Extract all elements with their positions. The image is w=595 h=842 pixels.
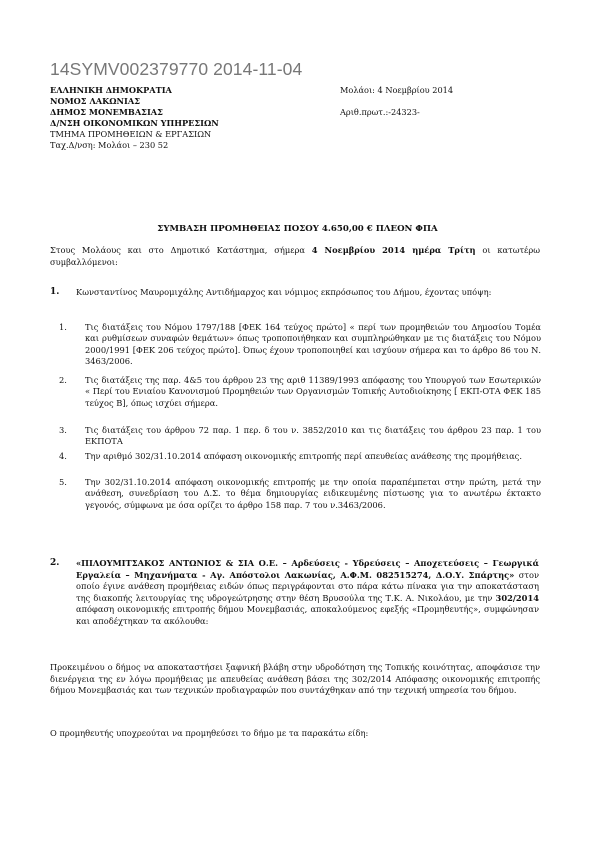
party2-number: 2. — [50, 558, 60, 568]
intro-text: Στους Μολάους και στο Δημοτικό Κατάστημα, σήμερα — [50, 245, 312, 255]
list-item-number: 3. — [59, 425, 67, 435]
supplier-name: «ΠΙΛΟΥΜΙΤΣΑΚΟΣ ΑΝΤΩΝΙΟΣ & ΣΙΑ Ο.Ε. – Αρδεύσεις - Υδρεύσεις – Αποχετεύσεις – Γεωργικά Εργαλεία – Μηχανήματα - Αγ. Απόστολοι Λακωνίας, Α.Φ.Μ. 082515274, Δ.Ο.Υ. Σπάρτης» — [76, 558, 539, 580]
issuer-line: ΝΟΜΟΣ ΛΑΚΩΝΙΑΣ — [50, 96, 141, 107]
party2-text: στον οποίο έγινε ανάθεση προμήθειας ειδών όπως περιγράφονται στο πάρα κάτω πίνακα για την αποκατάσταση της διακοπής λειτουργίας της υδρογεώτρησης στην θέση Βρυσούλα της Τ.Κ. Α. Νικολάου, με την — [76, 569, 539, 603]
document-date: Μολάοι: 4 Νοεμβρίου 2014 — [340, 85, 454, 95]
list-item-text: Τις διατάξεις του Νόμου 1797/188 [ΦΕΚ 164 τεύχος πρώτο] « περί των προμηθειών του Δημοσίου Τομέα και ρυθμίσεων συναφών θεμάτων» όπως τροποποιήθηκαν και συμπληρώθηκαν με τις διατάξεις του Νόμου 2000/1991 [ΦΕΚ 206 τεύχος πρώτο]. Όπως έχουν τροποποιηθεί και ισχύουν σήμερα και το άρθρο 86 του Ν. 3463/2006. — [85, 322, 541, 366]
decision-number: 302/2014 — [495, 592, 539, 603]
list-item-number: 5. — [59, 477, 67, 487]
party1-paragraph: Κωνσταντίνος Μαυρομιχάλης Αντιδήμαρχος και νόμιμος εκπρόσωπος του Δήμου, έχοντας υπόψη: — [76, 287, 492, 297]
issuer-line: ΕΛΛΗΝΙΚΗ ΔΗΜΟΚΡΑΤΙΑ — [50, 85, 172, 95]
issuer-line: Ταχ.Δ/νση: Μολάοι – 230 52 — [50, 140, 169, 151]
purpose-paragraph: Προκειμένου ο δήμος να αποκαταστήσει ξαφνική βλάβη στην υδροδότηση της Τοπικής κοινότητας, αποφάσισε την διενέργεια της εν λόγω προμήθειας με απευθείας ανάθεση βάσει της 302/2014 Απόφασης οικονομικής επιτροπής δήμου Μονεμβασιάς και των τεχνικών προδιαγραφών που συντάχθηκαν από την τεχνική υπηρεσία του δήμου. — [50, 662, 540, 696]
obligation-paragraph: Ο προμηθευτής υποχρεούται να προμηθεύσει το δήμο με τα παρακάτω είδη: — [50, 728, 369, 738]
list-item-number: 1. — [59, 322, 67, 332]
issuer-line: Δ/ΝΣΗ ΟΙΚΟΝΟΜΙΚΩΝ ΥΠΗΡΕΣΙΩΝ — [50, 118, 219, 129]
intro-text-end: οι κατωτέρω συμβαλλόμενοι: — [50, 245, 541, 267]
issuer-line: ΤΜΗΜΑ ΠΡΟΜΗΘΕΙΩΝ & ΕΡΓΑΣΙΩΝ — [50, 129, 212, 140]
list-item-text: Τις διατάξεις του άρθρου 72 παρ. 1 περ. δ του ν. 3852/2010 και τις διατάξεις του άρθρου 23 παρ. 1 του ΕΚΠΟΤΑ — [85, 425, 541, 447]
list-item-number: 2. — [59, 375, 67, 385]
party2-paragraph — [76, 558, 539, 628]
party2-text-end: απόφαση οικονομικής επιτροπής δήμου Μονεμβασιάς, αποκαλούμενος εφεξής «Προμηθευτής», συμφώνησαν και αποδέχτηκαν τα ακόλουθα: — [76, 604, 539, 626]
protocol-number: Αριθ.πρωτ.:-24323- — [340, 107, 420, 118]
party1-number: 1. — [50, 287, 60, 297]
list-item-number: 4. — [59, 451, 67, 461]
document-stamp: 14SYMV002379770 2014-11-04 — [50, 59, 303, 79]
contract-title: ΣΥΜΒΑΣΗ ΠΡΟΜΗΘΕΙΑΣ ΠΟΣΟΥ 4.650,00 € ΠΛΕΟΝ ΦΠΑ — [157, 224, 438, 234]
issuer-line: ΔΗΜΟΣ ΜΟΝΕΜΒΑΣΙΑΣ — [50, 107, 163, 118]
list-item-text: Την αριθμό 302/31.10.2014 απόφαση οικονομικής επιτροπής περί απευθείας ανάθεσης της προμήθειας. — [85, 451, 522, 461]
list-item-text: Την 302/31.10.2014 απόφαση οικονομικής επιτροπής με την οποία παραπέμπεται στην πρώτη, μετά την ανάθεση, συνεδρίαση του Δ.Σ. το θέμα δημιουργίας ειδικευμένης πίστωσης για το ανωτέρω έκτακτο γεγονός, σύμφωνα με όσα ορίζει το άρθρο 158 παρ. 7 του ν.3463/2006. — [85, 477, 541, 510]
intro-paragraph — [50, 245, 540, 268]
intro-date: 4 Νοεμβρίου 2014 ημέρα Τρίτη — [311, 245, 476, 255]
issuer-block — [50, 85, 219, 152]
date-protocol-block — [340, 85, 453, 118]
list-item-text: Τις διατάξεις της παρ. 4&5 του άρθρου 23 της αριθ 11389/1993 απόφασης του Υπουργού των Εσωτερικών « Περί του Ενιαίου Κανονισμού Προμηθειών των Οργανισμών Τοπικής Αυτοδιοίκησης [ ΕΚΠ-ΟΤΑ ΦΕΚ 185 τεύχος Β], όπως ισχύει σήμερα. — [85, 375, 541, 408]
